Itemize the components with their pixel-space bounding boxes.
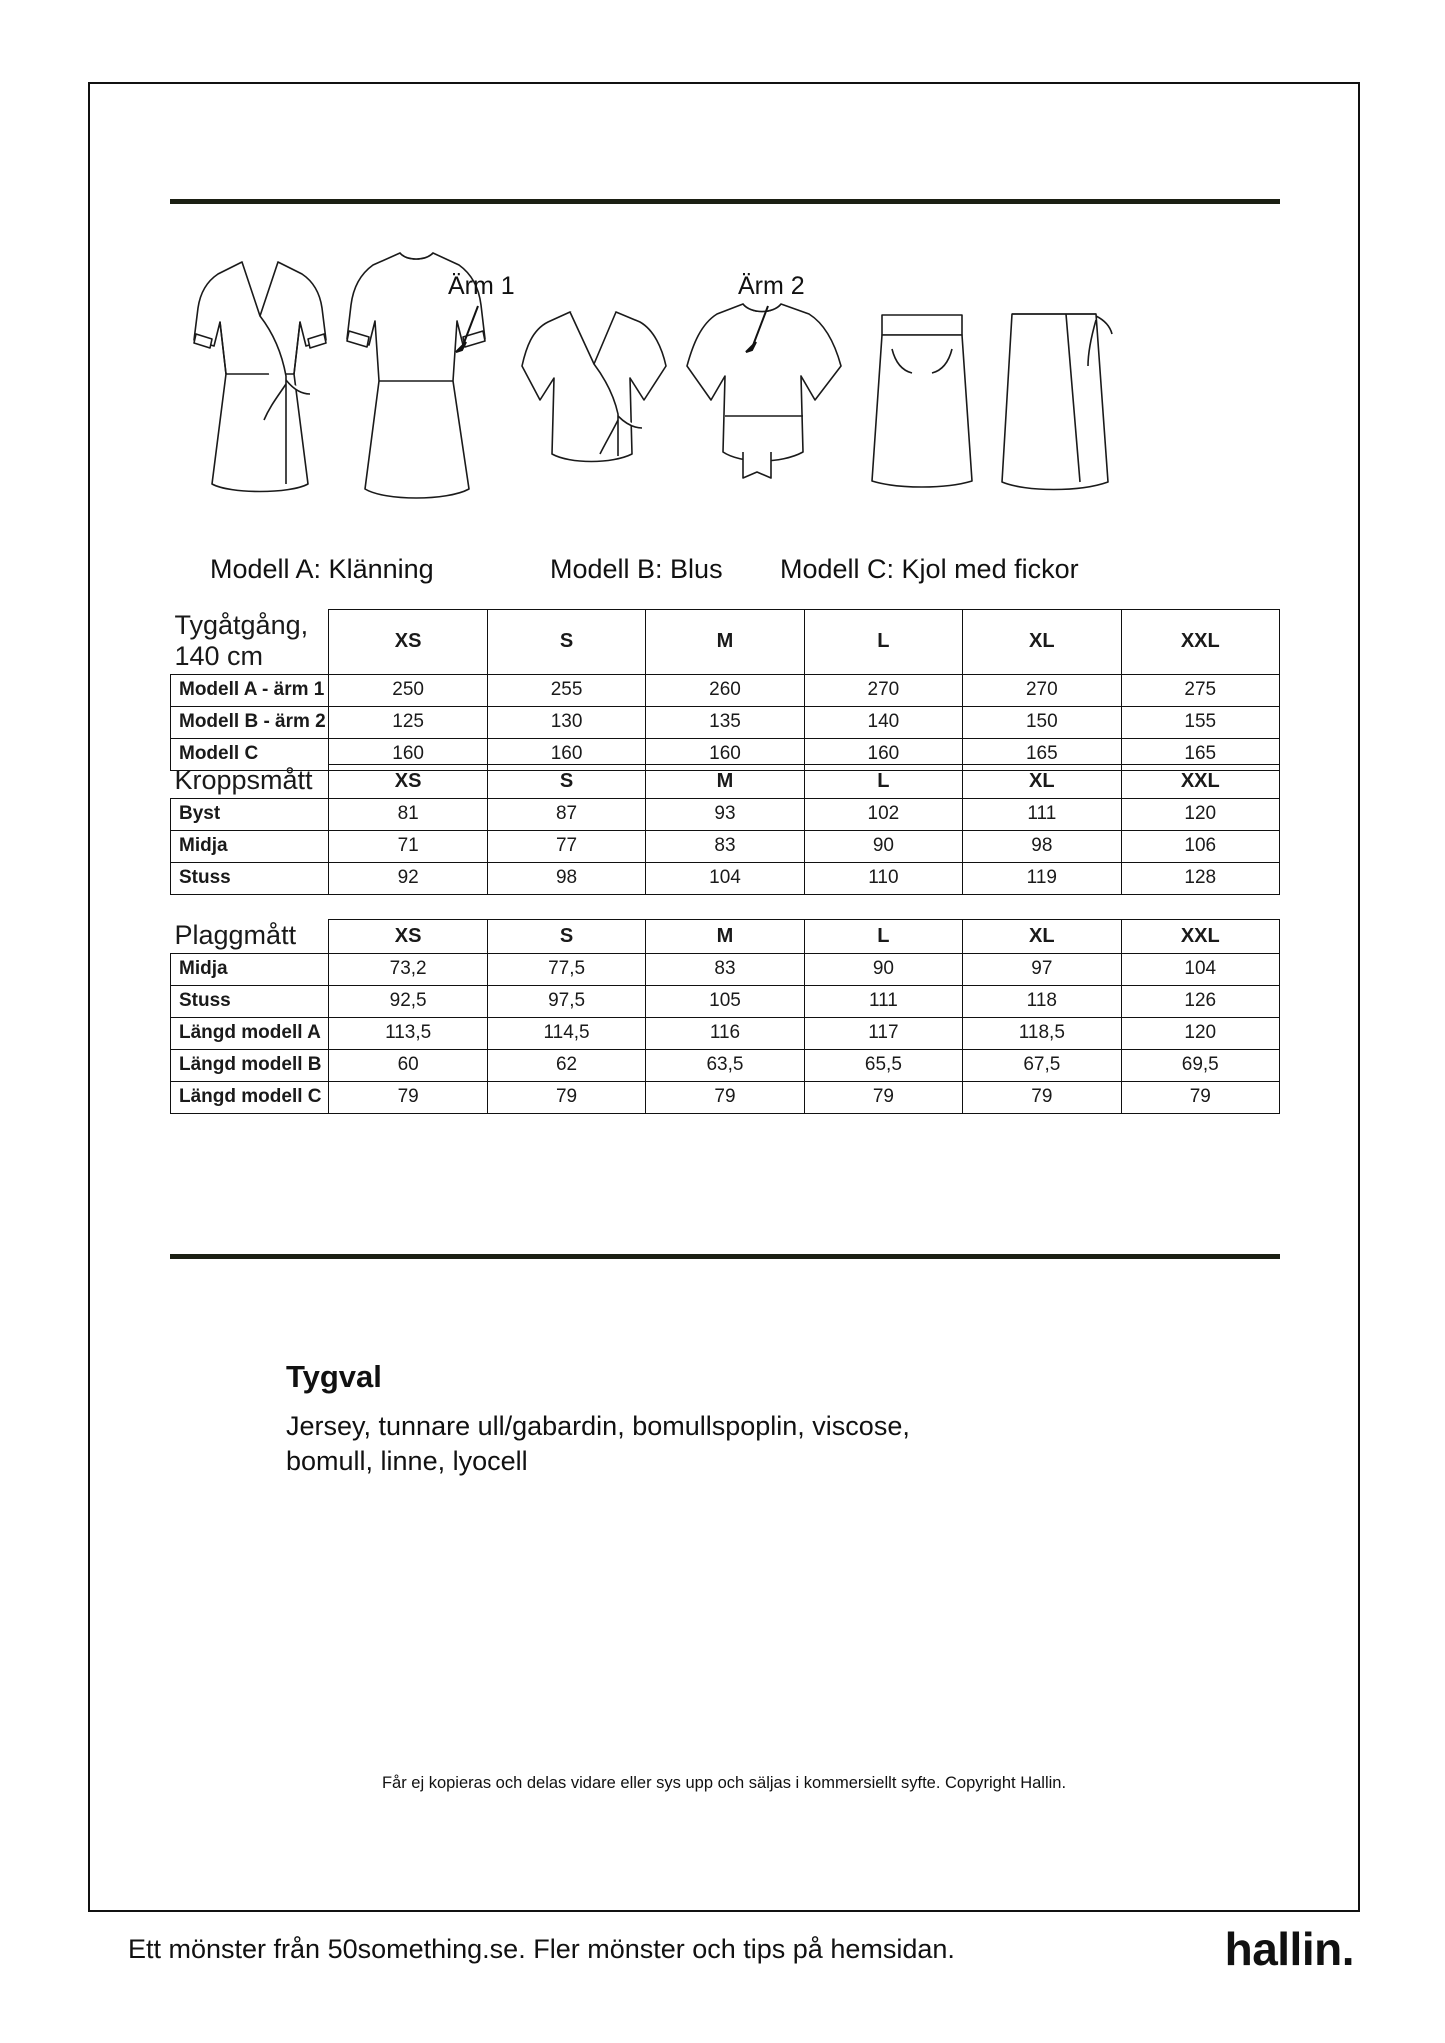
cell: 92 [329, 862, 487, 894]
cell: 270 [963, 674, 1121, 706]
table-row [171, 674, 1280, 706]
sleeve-1-arrow-icon [450, 304, 490, 359]
cell: 60 [329, 1049, 487, 1081]
cell: 126 [1121, 985, 1279, 1017]
cell: 102 [804, 798, 962, 830]
cell: 69,5 [1121, 1049, 1279, 1081]
cell: 104 [646, 862, 804, 894]
cell: 65,5 [804, 1049, 962, 1081]
col-s: S [487, 920, 645, 954]
cell: 155 [1121, 706, 1279, 738]
cell: 130 [487, 706, 645, 738]
cell: 260 [646, 674, 804, 706]
table-title-fabric: Tygåtgång, 140 cm [174, 609, 309, 671]
col-l: L [804, 920, 962, 954]
cell: 67,5 [963, 1049, 1121, 1081]
cell: 98 [487, 862, 645, 894]
col-s: S [487, 610, 645, 675]
cell: 90 [804, 830, 962, 862]
caption-model-a: Modell A: Klänning [210, 554, 434, 584]
cell: 73,2 [329, 953, 487, 985]
cell: 98 [963, 830, 1121, 862]
table-fabric-consumption [170, 609, 1280, 771]
sleeve-1-label: Ärm 1 [448, 272, 515, 300]
cell: 250 [329, 674, 487, 706]
cell: 140 [804, 706, 962, 738]
cell: 118 [963, 985, 1121, 1017]
cell: 71 [329, 830, 487, 862]
cell: 120 [1121, 798, 1279, 830]
dress-front-illustration [190, 244, 330, 514]
cell: 106 [1121, 830, 1279, 862]
cell: 275 [1121, 674, 1279, 706]
row-label: Stuss [171, 862, 329, 894]
cell: 111 [963, 798, 1121, 830]
table-garment-measurements [170, 919, 1280, 1114]
row-label: Midja [171, 953, 329, 985]
row-label: Stuss [171, 985, 329, 1017]
technical-drawings [130, 234, 1320, 524]
cell: 125 [329, 706, 487, 738]
col-xs: XS [329, 765, 487, 799]
table-row [171, 830, 1280, 862]
table-row [171, 862, 1280, 894]
table-title-garment: Plaggmått [174, 919, 297, 950]
cell: 77 [487, 830, 645, 862]
sleeve-2-arrow-icon [740, 304, 780, 359]
col-s: S [487, 765, 645, 799]
cell: 128 [1121, 862, 1279, 894]
table-row [171, 1081, 1280, 1113]
col-xxl: XXL [1121, 610, 1279, 675]
col-xs: XS [329, 610, 487, 675]
col-m: M [646, 765, 804, 799]
cell: 79 [487, 1081, 645, 1113]
table-row [171, 1017, 1280, 1049]
cell: 97 [963, 953, 1121, 985]
row-label: Modell C [171, 738, 329, 770]
cell: 114,5 [487, 1017, 645, 1049]
cell: 79 [963, 1081, 1121, 1113]
cell: 79 [1121, 1081, 1279, 1113]
table-row [171, 798, 1280, 830]
cell: 79 [646, 1081, 804, 1113]
divider-bottom [170, 1254, 1280, 1259]
col-xl: XL [963, 765, 1121, 799]
row-label: Längd modell C [171, 1081, 329, 1113]
blouse-front-illustration [520, 304, 670, 479]
cell: 270 [804, 674, 962, 706]
table-row [171, 953, 1280, 985]
col-xs: XS [329, 920, 487, 954]
cell: 165 [963, 738, 1121, 770]
cell: 92,5 [329, 985, 487, 1017]
cell: 120 [1121, 1017, 1279, 1049]
cell: 105 [646, 985, 804, 1017]
cell: 87 [487, 798, 645, 830]
cell: 160 [804, 738, 962, 770]
table-body-measurements [170, 764, 1280, 895]
cell: 118,5 [963, 1017, 1121, 1049]
fabric-text: Jersey, tunnare ull/gabardin, bomullspoplin, viscose, bomull, linne, lyocell [286, 1411, 910, 1476]
cell: 93 [646, 798, 804, 830]
cell: 255 [487, 674, 645, 706]
row-label: Modell A - ärm 1 [171, 674, 329, 706]
row-label: Midja [171, 830, 329, 862]
col-xxl: XXL [1121, 765, 1279, 799]
pattern-sheet [88, 82, 1360, 1912]
cell: 81 [329, 798, 487, 830]
cell: 150 [963, 706, 1121, 738]
table-title-body: Kroppsmått [174, 764, 313, 795]
col-m: M [646, 920, 804, 954]
cell: 160 [646, 738, 804, 770]
cell: 63,5 [646, 1049, 804, 1081]
col-l: L [804, 610, 962, 675]
fabric-heading: Tygval [286, 1359, 382, 1394]
cell: 110 [804, 862, 962, 894]
cell: 160 [487, 738, 645, 770]
cell: 119 [963, 862, 1121, 894]
col-xl: XL [963, 610, 1121, 675]
cell: 135 [646, 706, 804, 738]
row-label: Modell B - ärm 2 [171, 706, 329, 738]
col-xl: XL [963, 920, 1121, 954]
cell: 160 [329, 738, 487, 770]
cell: 79 [804, 1081, 962, 1113]
cell: 90 [804, 953, 962, 985]
footer-text: Ett mönster från 50something.se. Fler mönster och tips på hemsidan. [128, 1934, 955, 1964]
cell: 77,5 [487, 953, 645, 985]
brand-logo: hallin. [1224, 1923, 1354, 1975]
col-m: M [646, 610, 804, 675]
cell: 62 [487, 1049, 645, 1081]
table-row [171, 1049, 1280, 1081]
col-xxl: XXL [1121, 920, 1279, 954]
cell: 113,5 [329, 1017, 487, 1049]
cell: 111 [804, 985, 962, 1017]
skirt-wrap-illustration [1000, 306, 1115, 496]
cell: 116 [646, 1017, 804, 1049]
cell: 83 [646, 953, 804, 985]
caption-model-c: Modell C: Kjol med fickor [780, 554, 1079, 584]
row-label: Längd modell B [171, 1049, 329, 1081]
cell: 117 [804, 1017, 962, 1049]
cell: 104 [1121, 953, 1279, 985]
cell: 79 [329, 1081, 487, 1113]
cell: 165 [1121, 738, 1279, 770]
caption-model-b: Modell B: Blus [550, 554, 723, 584]
table-row [171, 706, 1280, 738]
table-row [171, 985, 1280, 1017]
divider-top [170, 199, 1280, 204]
model-captions [90, 554, 1358, 594]
row-label: Längd modell A [171, 1017, 329, 1049]
col-l: L [804, 765, 962, 799]
cell: 83 [646, 830, 804, 862]
row-label: Byst [171, 798, 329, 830]
skirt-front-illustration [870, 309, 975, 494]
fabric-section [286, 1359, 1186, 1478]
sleeve-2-label: Ärm 2 [738, 272, 805, 300]
copyright-notice: Får ej kopieras och delas vidare eller sys upp och säljas i kommersiellt syfte. Copyright Hallin. [381, 1774, 1067, 1792]
cell: 97,5 [487, 985, 645, 1017]
page-footer [88, 1922, 1360, 1992]
